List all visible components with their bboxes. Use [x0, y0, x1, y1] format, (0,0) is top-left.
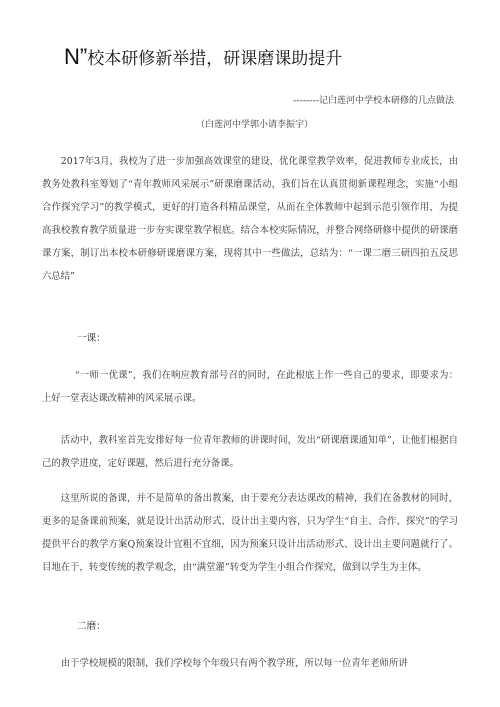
document-title — [64, 44, 342, 70]
title-text: 校本研修新举措，研课磨课助提升 — [87, 49, 343, 69]
paragraph-preparation: 这里所说的备课，并不是简单的备出教案，由于要充分表达课改的精神，我们在备教材的同时，更多的是备课前预案，就是设计出活动形式、设计出主要内容，只为学生“自主、合作、探究”的学习提供平台的教学方案Q预案设计宜粗不宜细，因为预案只设计出活动形式、设计出主要问题就行了。目地在于，转变传统的教学观念，由“满堂灌”转变为学生小组合作探究，做到以学生为主体。 — [42, 493, 458, 573]
heading-two-polish: 二磨： — [77, 621, 106, 632]
paragraph-activity: 活动中，教科室首先安排好每一位青年教师的讲课时间，发出“研课磨课通知单”，让他们根据自己的教学进度，定好课题，然后进行充分备课。 — [42, 435, 458, 469]
paragraph-intro: 2017年3月，我校为了进一步加强高效课堂的建设，优化课堂教学效率，促进教师专业成长，由教务处教科室筹划了“青年教师风采展示”研课磨课活动，我们旨在认真贯彻新课程理念，实施“小组合作探究学习”的教学模式，更好的打造各科精品课堂，从而在全体教师中起到示范引领作用，为提高我校教育教学质量进一步夯实课堂教学根底。结合本校实际情况，并整合网络研修中提供的研课磨课方案，制订出本校本研修研课磨课方案，现将其中一些做法，总结为：“一课二磨三研四拍五反思六总结” — [42, 156, 458, 282]
author-byline: （白莲河中学郭小请李振宇） — [196, 120, 314, 130]
paragraph-one-lesson: “一师一优课”，我们在响应教育部号召的同时，在此根底上作一些自己的要求，即要求为：上好一堂表达课改精神的风采展示课。 — [42, 370, 458, 404]
heading-one-lesson: 一课： — [77, 333, 106, 344]
title-prefix: N” — [64, 44, 88, 69]
paragraph-school-scale: 由于学校规模的限制，我们学校每个年级只有两个教学班，所以每一位青年老师所讲 — [60, 658, 408, 669]
document-subtitle: --------记白莲河中学校本研修的几点做法 — [293, 96, 454, 106]
